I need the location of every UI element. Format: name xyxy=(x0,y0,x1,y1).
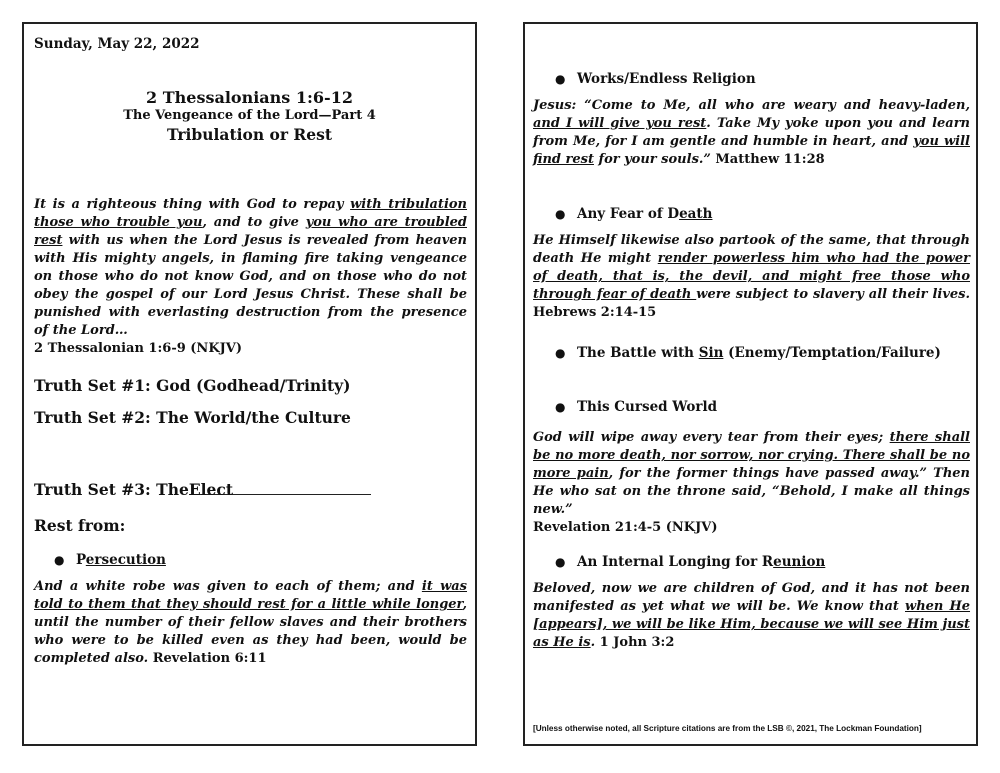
right-panel xyxy=(523,22,978,746)
bullet-icon: ● xyxy=(555,400,566,414)
passage-1-john: Beloved, now we are children of God, and it has not been manifested as yet what we will be. We know that when He [appears], we will be like Him, because we will see Him just as He is. 1 John 3:2 xyxy=(533,581,971,650)
left-panel xyxy=(22,22,477,746)
bullet-persecution: ● Persecution xyxy=(54,552,166,568)
bullet-battle-with-sin: ● The Battle with Sin (Enemy/Temptation/Failure) xyxy=(555,345,941,361)
passage-reference: 2 Thessalonian 1:6-9 (NKJV) xyxy=(34,341,243,356)
bullet-icon: ● xyxy=(555,346,566,360)
passage-reference: Matthew 11:28 xyxy=(715,152,825,167)
fill-in-blank: Elect xyxy=(189,480,371,495)
passage-reference: Revelation 21:4-5 (NKJV) xyxy=(533,520,718,535)
passage-reference: 1 John 3:2 xyxy=(599,635,675,650)
passage-revelation-6: And a white robe was given to each of them; and it was told to them that they should rest for a little while longer, until the number of their fellow slaves and their brothers who were to be killed even as they had been, would be completed also. Revelation 6:11 xyxy=(34,579,468,666)
sermon-series-subtitle: The Vengeance of the Lord—Part 4 xyxy=(123,108,376,123)
bullet-works: ● Works/Endless Religion xyxy=(555,71,756,87)
rest-from-heading: Rest from: xyxy=(34,516,126,535)
passage-matthew: Jesus: “Come to Me, all who are weary and heavy-laden, and I will give you rest. Take My yoke upon you and learn from Me, for I am gentle and humble in heart, and you will find rest for your souls.” Matthew 11:28 xyxy=(533,98,971,167)
bullet-fear-of-death: ● Any Fear of Death xyxy=(555,206,713,222)
sermon-title: Tribulation or Rest xyxy=(166,125,333,144)
bullet-icon: ● xyxy=(555,555,566,569)
truth-set-1: Truth Set #1: God (Godhead/Trinity) xyxy=(34,376,351,395)
scripture-title: 2 Thessalonians 1:6-12 xyxy=(146,88,353,107)
passage-thessalonians: It is a righteous thing with God to repay with tribulation those who trouble you, and to give you who are troubled rest with us when the Lord Jesus is revealed from heaven with His mighty angels, in flaming fire taking vengeance on those who do not know God, and on those who do not obey the gospel of our Lord Jesus Christ. These shall be punished with everlasting destruction from the presence of the Lord… 2 Thessalonian 1:6-9 (NKJV) xyxy=(34,197,468,356)
bullet-cursed-world: ● This Cursed World xyxy=(555,399,718,415)
bullet-reunion: ● An Internal Longing for Reunion xyxy=(555,554,826,570)
truth-set-2: Truth Set #2: The World/the Culture xyxy=(34,408,351,427)
passage-reference: Revelation 6:11 xyxy=(152,651,267,666)
bullet-icon: ● xyxy=(555,207,566,221)
copyright-footnote: [Unless otherwise noted, all Scripture citations are from the LSB ©, 2021, The Lockman Foundation] xyxy=(533,724,922,733)
passage-revelation-21: God will wipe away every tear from their eyes; there shall be no more death, nor sorrow, nor crying. There shall be no more pain, for the former things have passed away.” Then He who sat on the throne said, “Behold, I make all things new.” Revelation 21:4-5 (NKJV) xyxy=(533,430,970,535)
bullet-icon: ● xyxy=(555,72,566,86)
truth-set-3: Truth Set #3: TheElect xyxy=(34,480,371,499)
sermon-date: Sunday, May 22, 2022 xyxy=(34,36,200,52)
passage-hebrews: He Himself likewise also partook of the same, that through death He might render powerless him who had the power of death, that is, the devil, and might free those who through fear of death were subject to slavery all their lives. Hebrews 2:14-15 xyxy=(533,233,970,320)
passage-reference: Hebrews 2:14-15 xyxy=(533,305,657,320)
bullet-icon: ● xyxy=(54,553,65,567)
